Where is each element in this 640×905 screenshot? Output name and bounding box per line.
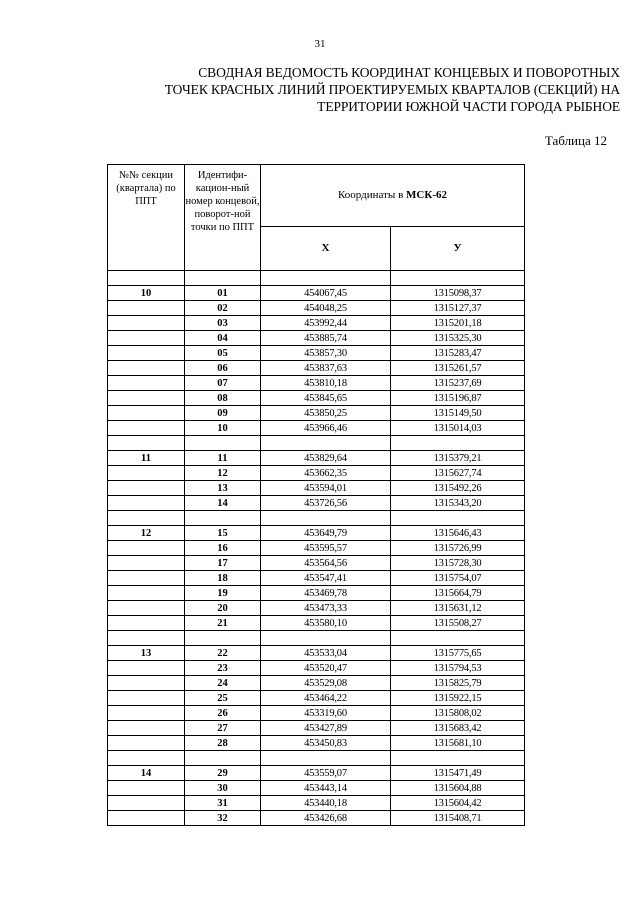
- table-row: [108, 496, 525, 511]
- table-row: [108, 571, 525, 586]
- header-x: Х: [261, 227, 391, 271]
- point-id-cell: 26: [185, 706, 261, 721]
- x-coordinate-cell: 453450,83: [261, 736, 391, 751]
- empty-cell: [108, 751, 185, 766]
- section-cell: [108, 541, 185, 556]
- point-id-cell: 01: [185, 286, 261, 301]
- x-coordinate-cell: 453966,46: [261, 421, 391, 436]
- empty-cell: [391, 436, 525, 451]
- x-coordinate-cell: 453580,10: [261, 616, 391, 631]
- point-id-cell: 10: [185, 421, 261, 436]
- section-cell: [108, 556, 185, 571]
- section-cell: [108, 811, 185, 826]
- empty-cell: [261, 271, 391, 286]
- header-coordinates: [261, 165, 525, 227]
- spacer-row: [108, 271, 525, 286]
- point-id-cell: 29: [185, 766, 261, 781]
- section-cell: [108, 601, 185, 616]
- y-coordinate-cell: 1315604,88: [391, 781, 525, 796]
- header-y: У: [391, 227, 525, 271]
- table-row: [108, 646, 525, 661]
- y-coordinate-cell: 1315508,27: [391, 616, 525, 631]
- section-cell: [108, 361, 185, 376]
- x-coordinate-cell: 453594,01: [261, 481, 391, 496]
- point-id-cell: 23: [185, 661, 261, 676]
- table-row: [108, 706, 525, 721]
- y-coordinate-cell: 1315683,42: [391, 721, 525, 736]
- x-coordinate-cell: 453464,22: [261, 691, 391, 706]
- point-id-cell: 07: [185, 376, 261, 391]
- x-coordinate-cell: 453595,57: [261, 541, 391, 556]
- point-id-cell: 15: [185, 526, 261, 541]
- document-title: [60, 64, 620, 115]
- spacer-row: [108, 751, 525, 766]
- point-id-cell: 17: [185, 556, 261, 571]
- section-cell: [108, 571, 185, 586]
- table-body: [108, 271, 525, 826]
- y-coordinate-cell: 1315343,20: [391, 496, 525, 511]
- y-coordinate-cell: 1315325,30: [391, 331, 525, 346]
- table-row: [108, 541, 525, 556]
- table-row: [108, 811, 525, 826]
- y-coordinate-cell: 1315261,57: [391, 361, 525, 376]
- y-coordinate-cell: 1315646,43: [391, 526, 525, 541]
- section-cell: [108, 301, 185, 316]
- y-coordinate-cell: 1315681,10: [391, 736, 525, 751]
- point-id-cell: 11: [185, 451, 261, 466]
- point-id-cell: 18: [185, 571, 261, 586]
- point-id-cell: 27: [185, 721, 261, 736]
- spacer-row: [108, 436, 525, 451]
- x-coordinate-cell: 453850,25: [261, 406, 391, 421]
- spacer-row: [108, 511, 525, 526]
- table-row: [108, 736, 525, 751]
- section-cell: [108, 781, 185, 796]
- x-coordinate-cell: 453837,63: [261, 361, 391, 376]
- point-id-cell: 20: [185, 601, 261, 616]
- x-coordinate-cell: 453559,07: [261, 766, 391, 781]
- section-cell: [108, 496, 185, 511]
- x-coordinate-cell: 454048,25: [261, 301, 391, 316]
- y-coordinate-cell: 1315794,53: [391, 661, 525, 676]
- point-id-cell: 25: [185, 691, 261, 706]
- section-cell: [108, 616, 185, 631]
- empty-cell: [261, 436, 391, 451]
- point-id-cell: 08: [185, 391, 261, 406]
- y-coordinate-cell: 1315471,49: [391, 766, 525, 781]
- section-cell: [108, 676, 185, 691]
- empty-cell: [185, 751, 261, 766]
- table-row: [108, 391, 525, 406]
- table-row: [108, 796, 525, 811]
- point-id-cell: 06: [185, 361, 261, 376]
- y-coordinate-cell: 1315726,99: [391, 541, 525, 556]
- empty-cell: [261, 511, 391, 526]
- y-coordinate-cell: 1315201,18: [391, 316, 525, 331]
- table-row: [108, 661, 525, 676]
- title-line-3: ТЕРРИТОРИИ ЮЖНОЙ ЧАСТИ ГОРОДА РЫБНОЕ: [317, 99, 620, 114]
- section-cell: [108, 691, 185, 706]
- empty-cell: [108, 631, 185, 646]
- x-coordinate-cell: 453810,18: [261, 376, 391, 391]
- x-coordinate-cell: 453473,33: [261, 601, 391, 616]
- page-number: 31: [314, 38, 326, 50]
- point-id-cell: 16: [185, 541, 261, 556]
- x-coordinate-cell: 453469,78: [261, 586, 391, 601]
- y-coordinate-cell: 1315808,02: [391, 706, 525, 721]
- section-cell: [108, 421, 185, 436]
- table-row: [108, 361, 525, 376]
- y-coordinate-cell: 1315408,71: [391, 811, 525, 826]
- section-cell: 14: [108, 766, 185, 781]
- x-coordinate-cell: 453529,08: [261, 676, 391, 691]
- point-id-cell: 30: [185, 781, 261, 796]
- table-row: [108, 316, 525, 331]
- point-id-cell: 21: [185, 616, 261, 631]
- section-cell: [108, 316, 185, 331]
- table-row: [108, 676, 525, 691]
- empty-cell: [391, 271, 525, 286]
- table-row: [108, 481, 525, 496]
- table-row: [108, 406, 525, 421]
- table-row: [108, 781, 525, 796]
- point-id-cell: 13: [185, 481, 261, 496]
- x-coordinate-cell: 453857,30: [261, 346, 391, 361]
- section-cell: [108, 796, 185, 811]
- x-coordinate-cell: 453520,47: [261, 661, 391, 676]
- section-cell: [108, 376, 185, 391]
- point-id-cell: 19: [185, 586, 261, 601]
- y-coordinate-cell: 1315196,87: [391, 391, 525, 406]
- y-coordinate-cell: 1315754,07: [391, 571, 525, 586]
- y-coordinate-cell: 1315283,47: [391, 346, 525, 361]
- empty-cell: [391, 631, 525, 646]
- y-coordinate-cell: 1315728,30: [391, 556, 525, 571]
- section-cell: [108, 736, 185, 751]
- coords-prefix: Координаты в: [338, 189, 407, 201]
- y-coordinate-cell: 1315379,21: [391, 451, 525, 466]
- table-row: [108, 376, 525, 391]
- section-cell: [108, 661, 185, 676]
- point-id-cell: 05: [185, 346, 261, 361]
- section-cell: [108, 481, 185, 496]
- table-row: [108, 586, 525, 601]
- x-coordinate-cell: 453726,56: [261, 496, 391, 511]
- table-row: [108, 691, 525, 706]
- x-coordinate-cell: 453443,14: [261, 781, 391, 796]
- y-coordinate-cell: 1315149,50: [391, 406, 525, 421]
- table-row: [108, 451, 525, 466]
- x-coordinate-cell: 453426,68: [261, 811, 391, 826]
- empty-cell: [108, 271, 185, 286]
- x-coordinate-cell: 453829,64: [261, 451, 391, 466]
- y-coordinate-cell: 1315825,79: [391, 676, 525, 691]
- table-row: [108, 301, 525, 316]
- x-coordinate-cell: 453885,74: [261, 331, 391, 346]
- empty-cell: [261, 751, 391, 766]
- section-cell: [108, 721, 185, 736]
- point-id-cell: 14: [185, 496, 261, 511]
- section-cell: [108, 391, 185, 406]
- x-coordinate-cell: 453564,56: [261, 556, 391, 571]
- x-coordinate-cell: 453427,89: [261, 721, 391, 736]
- y-coordinate-cell: 1315237,69: [391, 376, 525, 391]
- x-coordinate-cell: 453547,41: [261, 571, 391, 586]
- empty-cell: [108, 511, 185, 526]
- table-label: Таблица 12: [544, 133, 607, 148]
- header-section-number: №№ секции (квартала) по ППТ: [108, 165, 185, 271]
- point-id-cell: 12: [185, 466, 261, 481]
- table-row: [108, 556, 525, 571]
- x-coordinate-cell: 453662,35: [261, 466, 391, 481]
- table-row: [108, 421, 525, 436]
- point-id-cell: 03: [185, 316, 261, 331]
- empty-cell: [391, 751, 525, 766]
- table-row: [108, 466, 525, 481]
- y-coordinate-cell: 1315492,26: [391, 481, 525, 496]
- spacer-row: [108, 631, 525, 646]
- section-cell: [108, 586, 185, 601]
- table-row: [108, 346, 525, 361]
- empty-cell: [185, 511, 261, 526]
- point-id-cell: 22: [185, 646, 261, 661]
- section-cell: [108, 706, 185, 721]
- x-coordinate-cell: 454067,45: [261, 286, 391, 301]
- y-coordinate-cell: 1315664,79: [391, 586, 525, 601]
- x-coordinate-cell: 453319,60: [261, 706, 391, 721]
- empty-cell: [185, 436, 261, 451]
- y-coordinate-cell: 1315922,15: [391, 691, 525, 706]
- point-id-cell: 02: [185, 301, 261, 316]
- y-coordinate-cell: 1315775,65: [391, 646, 525, 661]
- point-id-cell: 09: [185, 406, 261, 421]
- x-coordinate-cell: 453649,79: [261, 526, 391, 541]
- section-cell: 12: [108, 526, 185, 541]
- y-coordinate-cell: 1315627,74: [391, 466, 525, 481]
- x-coordinate-cell: 453845,65: [261, 391, 391, 406]
- empty-cell: [261, 631, 391, 646]
- point-id-cell: 31: [185, 796, 261, 811]
- y-coordinate-cell: 1315098,37: [391, 286, 525, 301]
- y-coordinate-cell: 1315631,12: [391, 601, 525, 616]
- section-cell: 13: [108, 646, 185, 661]
- empty-cell: [391, 511, 525, 526]
- empty-cell: [185, 631, 261, 646]
- section-cell: [108, 406, 185, 421]
- header-point-id: Идентифи-кацион-ный номер концевой, поворот-ной точки по ППТ: [185, 165, 261, 271]
- title-line-2: ТОЧЕК КРАСНЫХ ЛИНИЙ ПРОЕКТИРУЕМЫХ КВАРТАЛОВ (СЕКЦИЙ) НА: [164, 82, 620, 97]
- y-coordinate-cell: 1315604,42: [391, 796, 525, 811]
- y-coordinate-cell: 1315127,37: [391, 301, 525, 316]
- table-row: [108, 721, 525, 736]
- x-coordinate-cell: 453533,04: [261, 646, 391, 661]
- empty-cell: [108, 436, 185, 451]
- table-row: [108, 286, 525, 301]
- table-row: [108, 616, 525, 631]
- empty-cell: [185, 271, 261, 286]
- section-cell: [108, 346, 185, 361]
- point-id-cell: 28: [185, 736, 261, 751]
- section-cell: [108, 331, 185, 346]
- point-id-cell: 32: [185, 811, 261, 826]
- table-row: [108, 766, 525, 781]
- coordinates-table: [107, 164, 525, 826]
- x-coordinate-cell: 453440,18: [261, 796, 391, 811]
- y-coordinate-cell: 1315014,03: [391, 421, 525, 436]
- point-id-cell: 24: [185, 676, 261, 691]
- point-id-cell: 04: [185, 331, 261, 346]
- coords-system: МСК-62: [406, 189, 447, 201]
- table-row: [108, 331, 525, 346]
- section-cell: 11: [108, 451, 185, 466]
- table-row: [108, 526, 525, 541]
- x-coordinate-cell: 453992,44: [261, 316, 391, 331]
- section-cell: [108, 466, 185, 481]
- section-cell: 10: [108, 286, 185, 301]
- table-row: [108, 601, 525, 616]
- title-line-1: СВОДНАЯ ВЕДОМОСТЬ КООРДИНАТ КОНЦЕВЫХ И ПОВОРОТНЫХ: [198, 65, 620, 80]
